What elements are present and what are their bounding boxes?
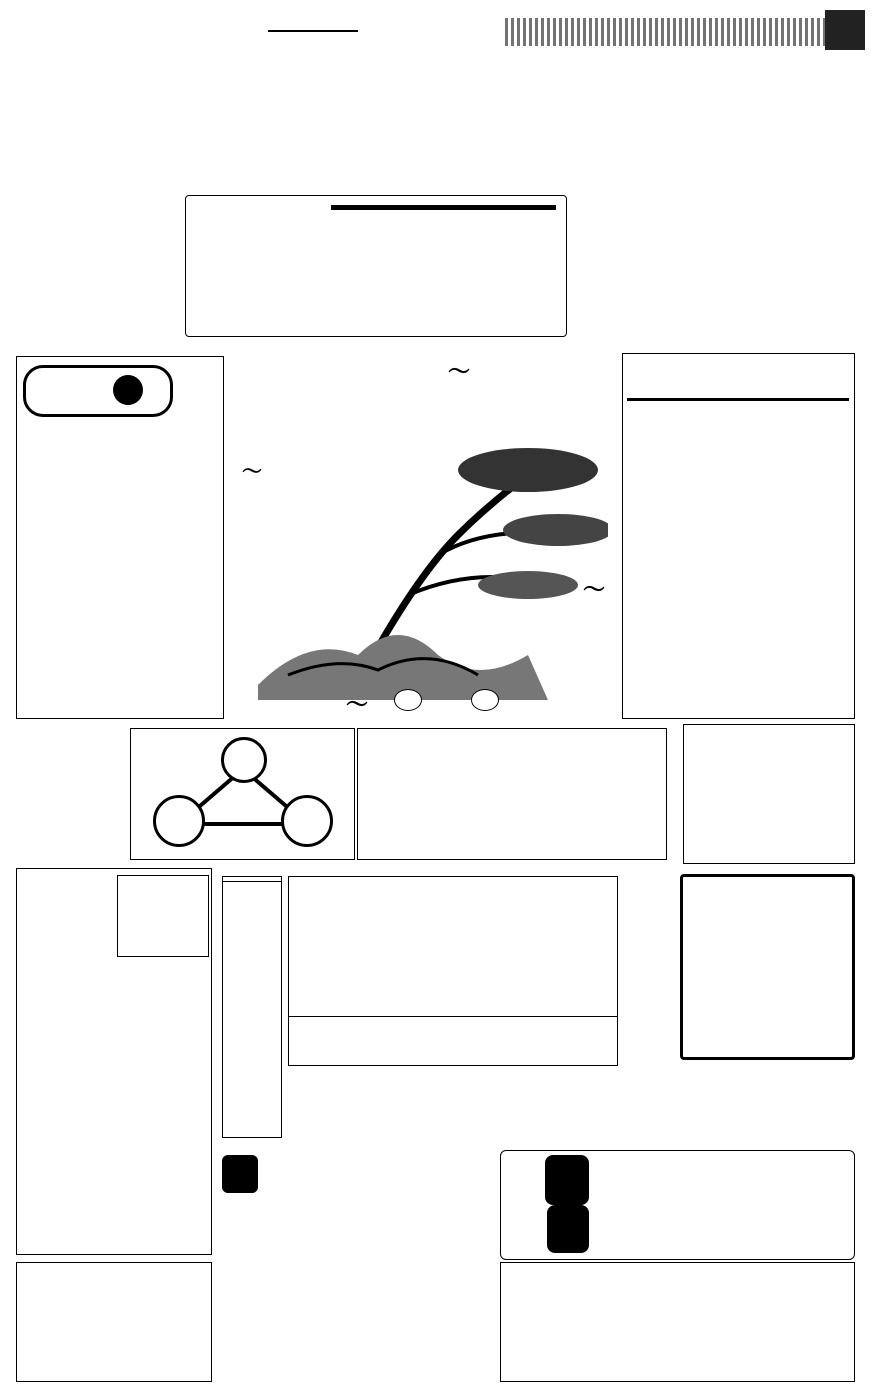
zodiac-grid-title-rule [331,205,556,210]
pine-foliage [503,514,608,546]
treasure-circle-30 [394,689,422,711]
zodiac-wheel-svg [615,100,855,340]
shenshu-box [130,728,355,860]
order-seq [223,882,243,894]
treasure-wave-bottom: 〜 [346,693,369,718]
treasure-wave-right: 〜 [583,578,606,603]
plays-box [500,1262,855,1382]
article-col1 [30,150,197,340]
lottery-box [500,1150,855,1260]
sanguo-zhi [113,375,143,405]
treasure-wave-left: 〜 [242,459,262,483]
shenshu-ren [281,795,333,847]
sanguo-title-box [23,365,173,417]
colorwave-box [683,724,855,864]
quotes-title-rule [627,398,849,401]
custom-box [680,874,855,1060]
quotes-box [622,353,855,719]
gua-title-box [117,875,209,957]
article-col3 [388,126,568,186]
ganzhi-grid [17,1263,211,1381]
sanguo-text1 [22,419,218,551]
zodiac-grid-box [185,195,567,337]
sanguo-text2 [22,554,218,686]
gua-body [61,877,119,1207]
pine-foliage [478,571,578,599]
shenshu-di [153,795,205,847]
sanguo-box [16,356,224,719]
lottery-t2 [545,1155,589,1205]
suanshi-box [357,728,667,860]
pine-foliage [458,448,598,492]
custom-rows [683,881,852,887]
header-stripe [505,18,825,46]
header-rule [268,30,358,32]
tips5-box [288,876,618,1066]
article-col2 [205,126,383,186]
zodiac-wheel [615,100,855,340]
treasure-area [228,355,608,717]
shenshu-tian [221,737,267,783]
gua-box [16,868,212,1255]
track-t3 [222,1155,258,1193]
lottery-t4 [547,1205,589,1253]
tips5-answers [289,1017,617,1063]
order-box [222,876,282,1138]
tips5-grid [289,877,617,1017]
ganzhi-boxes [16,1262,212,1382]
header-corner [825,10,865,50]
shenshu-title [16,735,126,855]
treasure-painting [228,355,608,717]
treasure-wave-top: 〜 [448,360,471,385]
track-title [222,1155,260,1197]
treasure-circle-27 [471,689,499,711]
headline [32,60,44,62]
